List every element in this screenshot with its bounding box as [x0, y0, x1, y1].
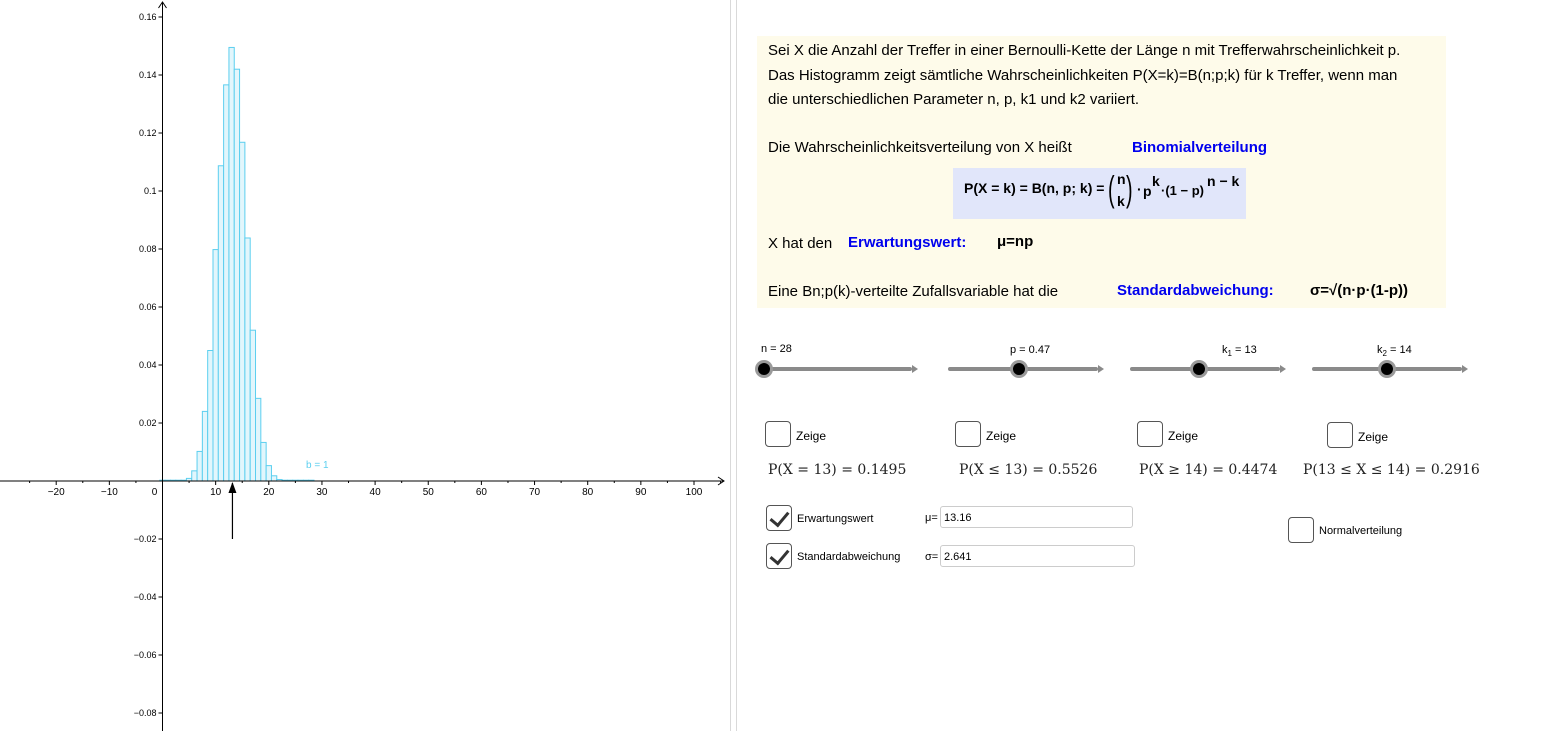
info-line-1: Sei X die Anzahl der Treffer in einer Bernoulli-Kette der Länge n mit Trefferwahrscheinlichkeit p. [768, 42, 1401, 59]
x-tick-label: 30 [316, 487, 328, 498]
slider-k2-label-sub: 2 [1382, 349, 1387, 359]
x-tick-label: 100 [685, 487, 703, 498]
sd-formula: σ=√(n·p·(1-p)) [1310, 282, 1409, 299]
standardabweichung-checkbox[interactable] [766, 543, 792, 569]
x-tick-label: −10 [100, 487, 118, 498]
sd-name: Standardabweichung: [1117, 282, 1274, 299]
y-tick-label: −0.08 [133, 708, 157, 718]
histogram-bar[interactable] [234, 69, 239, 481]
x-tick-label: 40 [369, 487, 381, 498]
slider-k1-track[interactable] [1130, 367, 1280, 371]
distribution-text: Die Wahrscheinlichkeitsverteilung von X heißt [768, 139, 1072, 156]
ew-name: Erwartungswert: [848, 234, 967, 251]
slider-k2-label-main: k [1377, 344, 1383, 356]
zeige-label-4: Zeige [1358, 430, 1389, 444]
histogram-bar[interactable] [250, 330, 255, 481]
slider-p-label: p = 0.47 [1010, 344, 1051, 356]
zeige-label-3: Zeige [1168, 429, 1199, 443]
y-tick-label: −0.02 [133, 534, 157, 544]
histogram-bar[interactable] [208, 351, 213, 482]
slider-k2-arrow-icon [1462, 365, 1468, 373]
histogram-bar[interactable] [240, 142, 245, 481]
slider-k1-label-rest: = 13 [1231, 344, 1257, 356]
histogram-bar[interactable] [271, 476, 276, 481]
zeige-checkbox-3[interactable] [1137, 421, 1163, 447]
binom-top: n [1117, 171, 1126, 187]
info-line-2: Das Histogramm zeigt sämtliche Wahrscheinlichkeiten P(X=k)=B(n;p;k) für k Treffer, wenn man [768, 67, 1398, 84]
slider-n-label: n = 28 [761, 343, 792, 355]
zeige-label-1: Zeige [796, 429, 827, 443]
zeige-checkbox-2[interactable] [955, 421, 981, 447]
histogram-bar[interactable] [245, 238, 250, 481]
slider-k1-arrow-icon [1280, 365, 1286, 373]
ew-text: X hat den [768, 235, 833, 252]
binom-bottom: k [1117, 193, 1125, 209]
standardabweichung-label: Standardabweichung [797, 551, 901, 563]
normalverteilung-checkbox[interactable] [1288, 517, 1314, 543]
prob-between: P(13 ≤ X ≤ 14) = 0.2916 [1303, 462, 1480, 478]
prob-greater-equal: P(X ≥ 14) = 0.4474 [1139, 462, 1278, 478]
zeige-checkbox-1[interactable] [765, 421, 791, 447]
bar-width-label: b = 1 [306, 460, 329, 471]
formula-rest: ·(1 − p) [1161, 183, 1204, 198]
mu-prefix: μ= [925, 512, 938, 524]
slider-n-knob[interactable] [758, 363, 770, 375]
sigma-prefix: σ= [925, 551, 939, 563]
mu-input[interactable]: 13.16 [940, 506, 1133, 528]
slider-k2-label [1377, 344, 1412, 358]
histogram-bar[interactable] [229, 47, 234, 481]
y-tick-label: 0.12 [138, 128, 157, 138]
histogram-bar[interactable] [261, 442, 266, 481]
x-tick-label: 20 [263, 487, 275, 498]
formula-p: p [1143, 183, 1152, 199]
histogram-plot[interactable] [0, 0, 730, 731]
binomial-formula [953, 168, 1246, 219]
histogram-bar[interactable] [197, 451, 202, 481]
x-tick-label: −20 [47, 487, 65, 498]
formula-dot: · [1137, 181, 1142, 197]
y-tick-label: 0.04 [138, 360, 157, 370]
histogram-bar[interactable] [266, 466, 271, 481]
histogram-bar[interactable] [224, 85, 229, 481]
slider-k1-knob[interactable] [1193, 363, 1205, 375]
y-tick-label: 0.1 [143, 186, 157, 196]
x-tick-label: 90 [635, 487, 647, 498]
formula-lhs: P(X = k) = B(n, p; k) = [964, 180, 1105, 196]
erwartungswert-checkbox[interactable] [766, 505, 792, 531]
y-tick-label: 0.16 [138, 12, 157, 22]
slider-n-arrow-icon [912, 365, 918, 373]
slider-k2-knob[interactable] [1381, 363, 1393, 375]
histogram-bar[interactable] [202, 411, 207, 481]
slider-k2-label-rest: = 14 [1386, 344, 1412, 356]
graphics-view[interactable] [0, 0, 730, 731]
x-tick-label: 0 [151, 487, 158, 498]
x-tick-label: 50 [422, 487, 434, 498]
x-tick-label: 80 [582, 487, 594, 498]
slider-k1-label-sub: 1 [1227, 349, 1232, 359]
binom-paren-right: ) [1126, 168, 1133, 209]
y-tick-label: 0.08 [138, 244, 157, 254]
x-tick-label: 60 [475, 487, 487, 498]
histogram-bar[interactable] [213, 250, 218, 481]
slider-p-knob[interactable] [1013, 363, 1025, 375]
panel-divider[interactable] [730, 0, 731, 731]
normalverteilung-label: Normalverteilung [1319, 525, 1403, 537]
info-line-3: die unterschiedlichen Parameter n, p, k1 und k2 variiert. [768, 91, 1140, 108]
histogram-bar[interactable] [256, 398, 261, 481]
slider-k1-label-main: k [1222, 344, 1228, 356]
zeige-checkbox-4[interactable] [1327, 422, 1353, 448]
y-tick-label: 0.06 [138, 302, 157, 312]
sigma-input[interactable]: 2.641 [940, 545, 1135, 567]
binom-paren-left: ( [1108, 168, 1115, 209]
slider-p-arrow-icon [1098, 365, 1104, 373]
y-tick-label: 0.14 [138, 70, 157, 80]
y-tick-label: −0.04 [133, 592, 157, 602]
erwartungswert-label: Erwartungswert [797, 513, 874, 525]
x-tick-label: 70 [528, 487, 541, 498]
distribution-name: Binomialverteilung [1132, 139, 1268, 156]
y-tick-label: 0.02 [138, 418, 157, 428]
zeige-label-2: Zeige [986, 429, 1017, 443]
sd-text: Eine Bn;p(k)-verteilte Zufallsvariable hat die [768, 283, 1059, 300]
formula-k-exponent: k [1152, 173, 1160, 189]
ew-formula: μ=np [997, 233, 1034, 250]
slider-n-track[interactable] [764, 367, 912, 371]
formula-nk-exponent: n − k [1207, 173, 1240, 189]
histogram-bar[interactable] [192, 471, 197, 481]
prob-less-equal: P(X ≤ 13) = 0.5526 [959, 462, 1098, 478]
histogram-bar[interactable] [218, 166, 223, 481]
slider-k1-label [1222, 344, 1257, 358]
mu-arrow-icon [228, 482, 236, 493]
prob-equal: P(X = 13) = 0.1495 [768, 462, 907, 478]
x-tick-label: 10 [210, 487, 222, 498]
y-tick-label: −0.06 [133, 650, 157, 660]
